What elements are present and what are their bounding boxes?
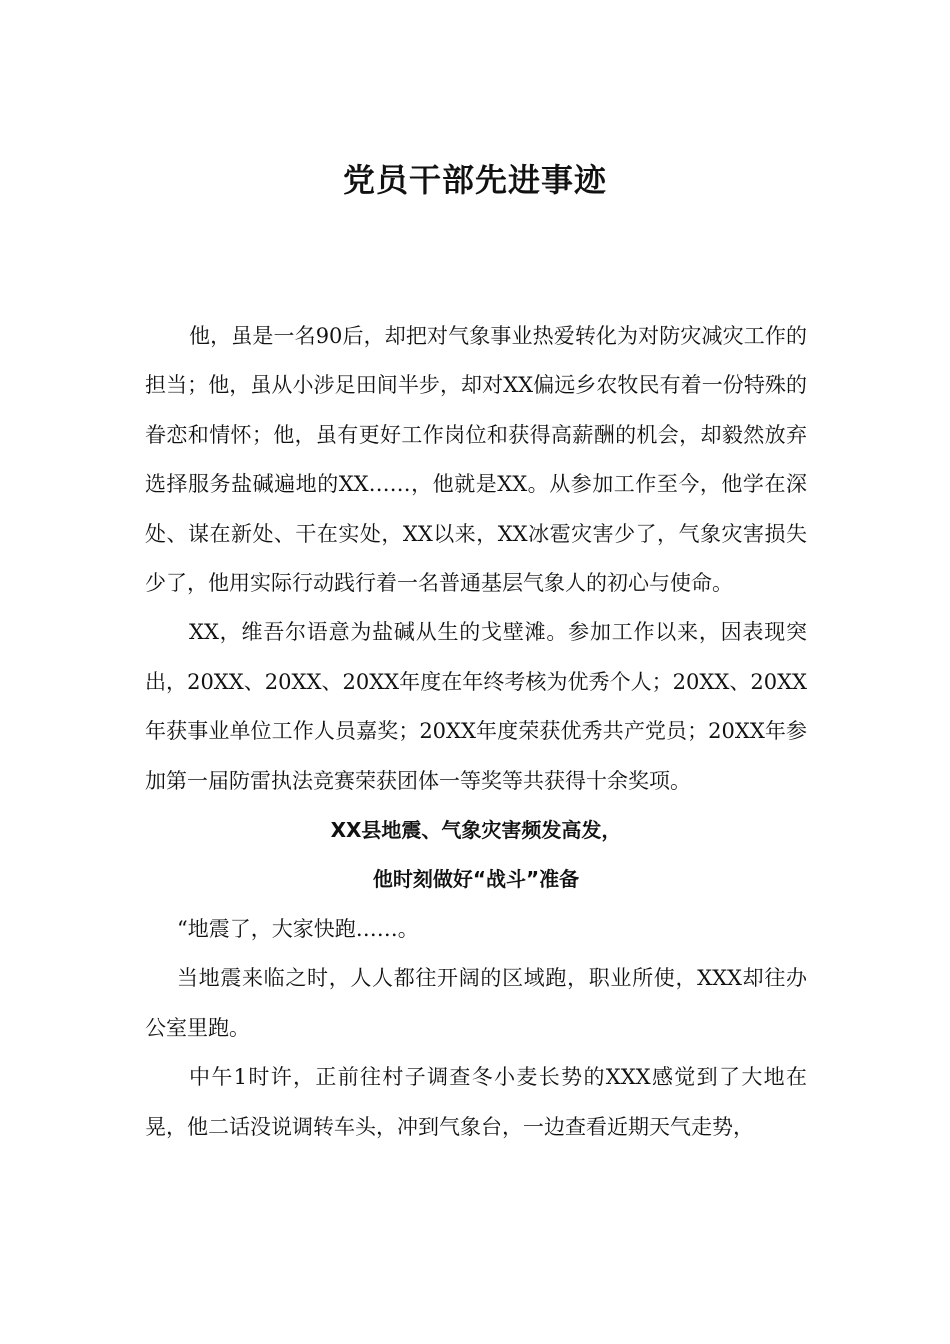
paragraph-noon: 中午1时许，正前往村子调查冬小麦长势的XXX感觉到了大地在晃，他二话没说调转车头，冲到气象台，一边查看近期天气走势， <box>145 1065 807 1139</box>
paragraph-intro: 他，虽是一名90后，却把对气象事业热爱转化为对防灾减灾工作的担当；他，虽从小涉足田间半步，却对XX偏远乡农牧民有着一份特殊的眷恋和情怀；他，虽有更好工作岗位和获得高薪酬的机会，却毅然放弃选择服务盐碱遍地的XX……，他就是XX。从参加工作至今，他学在深处、谋在新处、干在实处，XX以来，XX冰雹灾害少了，气象灾害损失少了，他用实际行动践行着一名普通基层气象人的初心与使命。 <box>145 324 807 596</box>
subheading-line-1: XX县地震、气象灾害频发高发， <box>330 818 622 843</box>
document-title: 党员干部先进事迹 <box>342 161 607 199</box>
paragraph-earthquake: 当地震来临之时，人人都往开阔的区域跑，职业所使，XXX却往办公室里跑。 <box>145 966 807 1040</box>
document-body <box>145 312 807 1152</box>
paragraph-quote: “地震了，大家快跑……。 <box>177 916 419 941</box>
subheading-line-2: 他时刻做好“战斗”准备 <box>372 867 580 892</box>
paragraph-honors: XX，维吾尔语意为盐碱从生的戈壁滩。参加工作以来，因表现突出，20XX、20XX、20XX年度在年终考核为优秀个人；20XX、20XX年获事业单位工作人员嘉奖；20XX年度荣获优秀共产党员；20XX年参加第一届防雷执法竞赛荣获团体一等奖等共获得十余奖项。 <box>145 620 807 793</box>
